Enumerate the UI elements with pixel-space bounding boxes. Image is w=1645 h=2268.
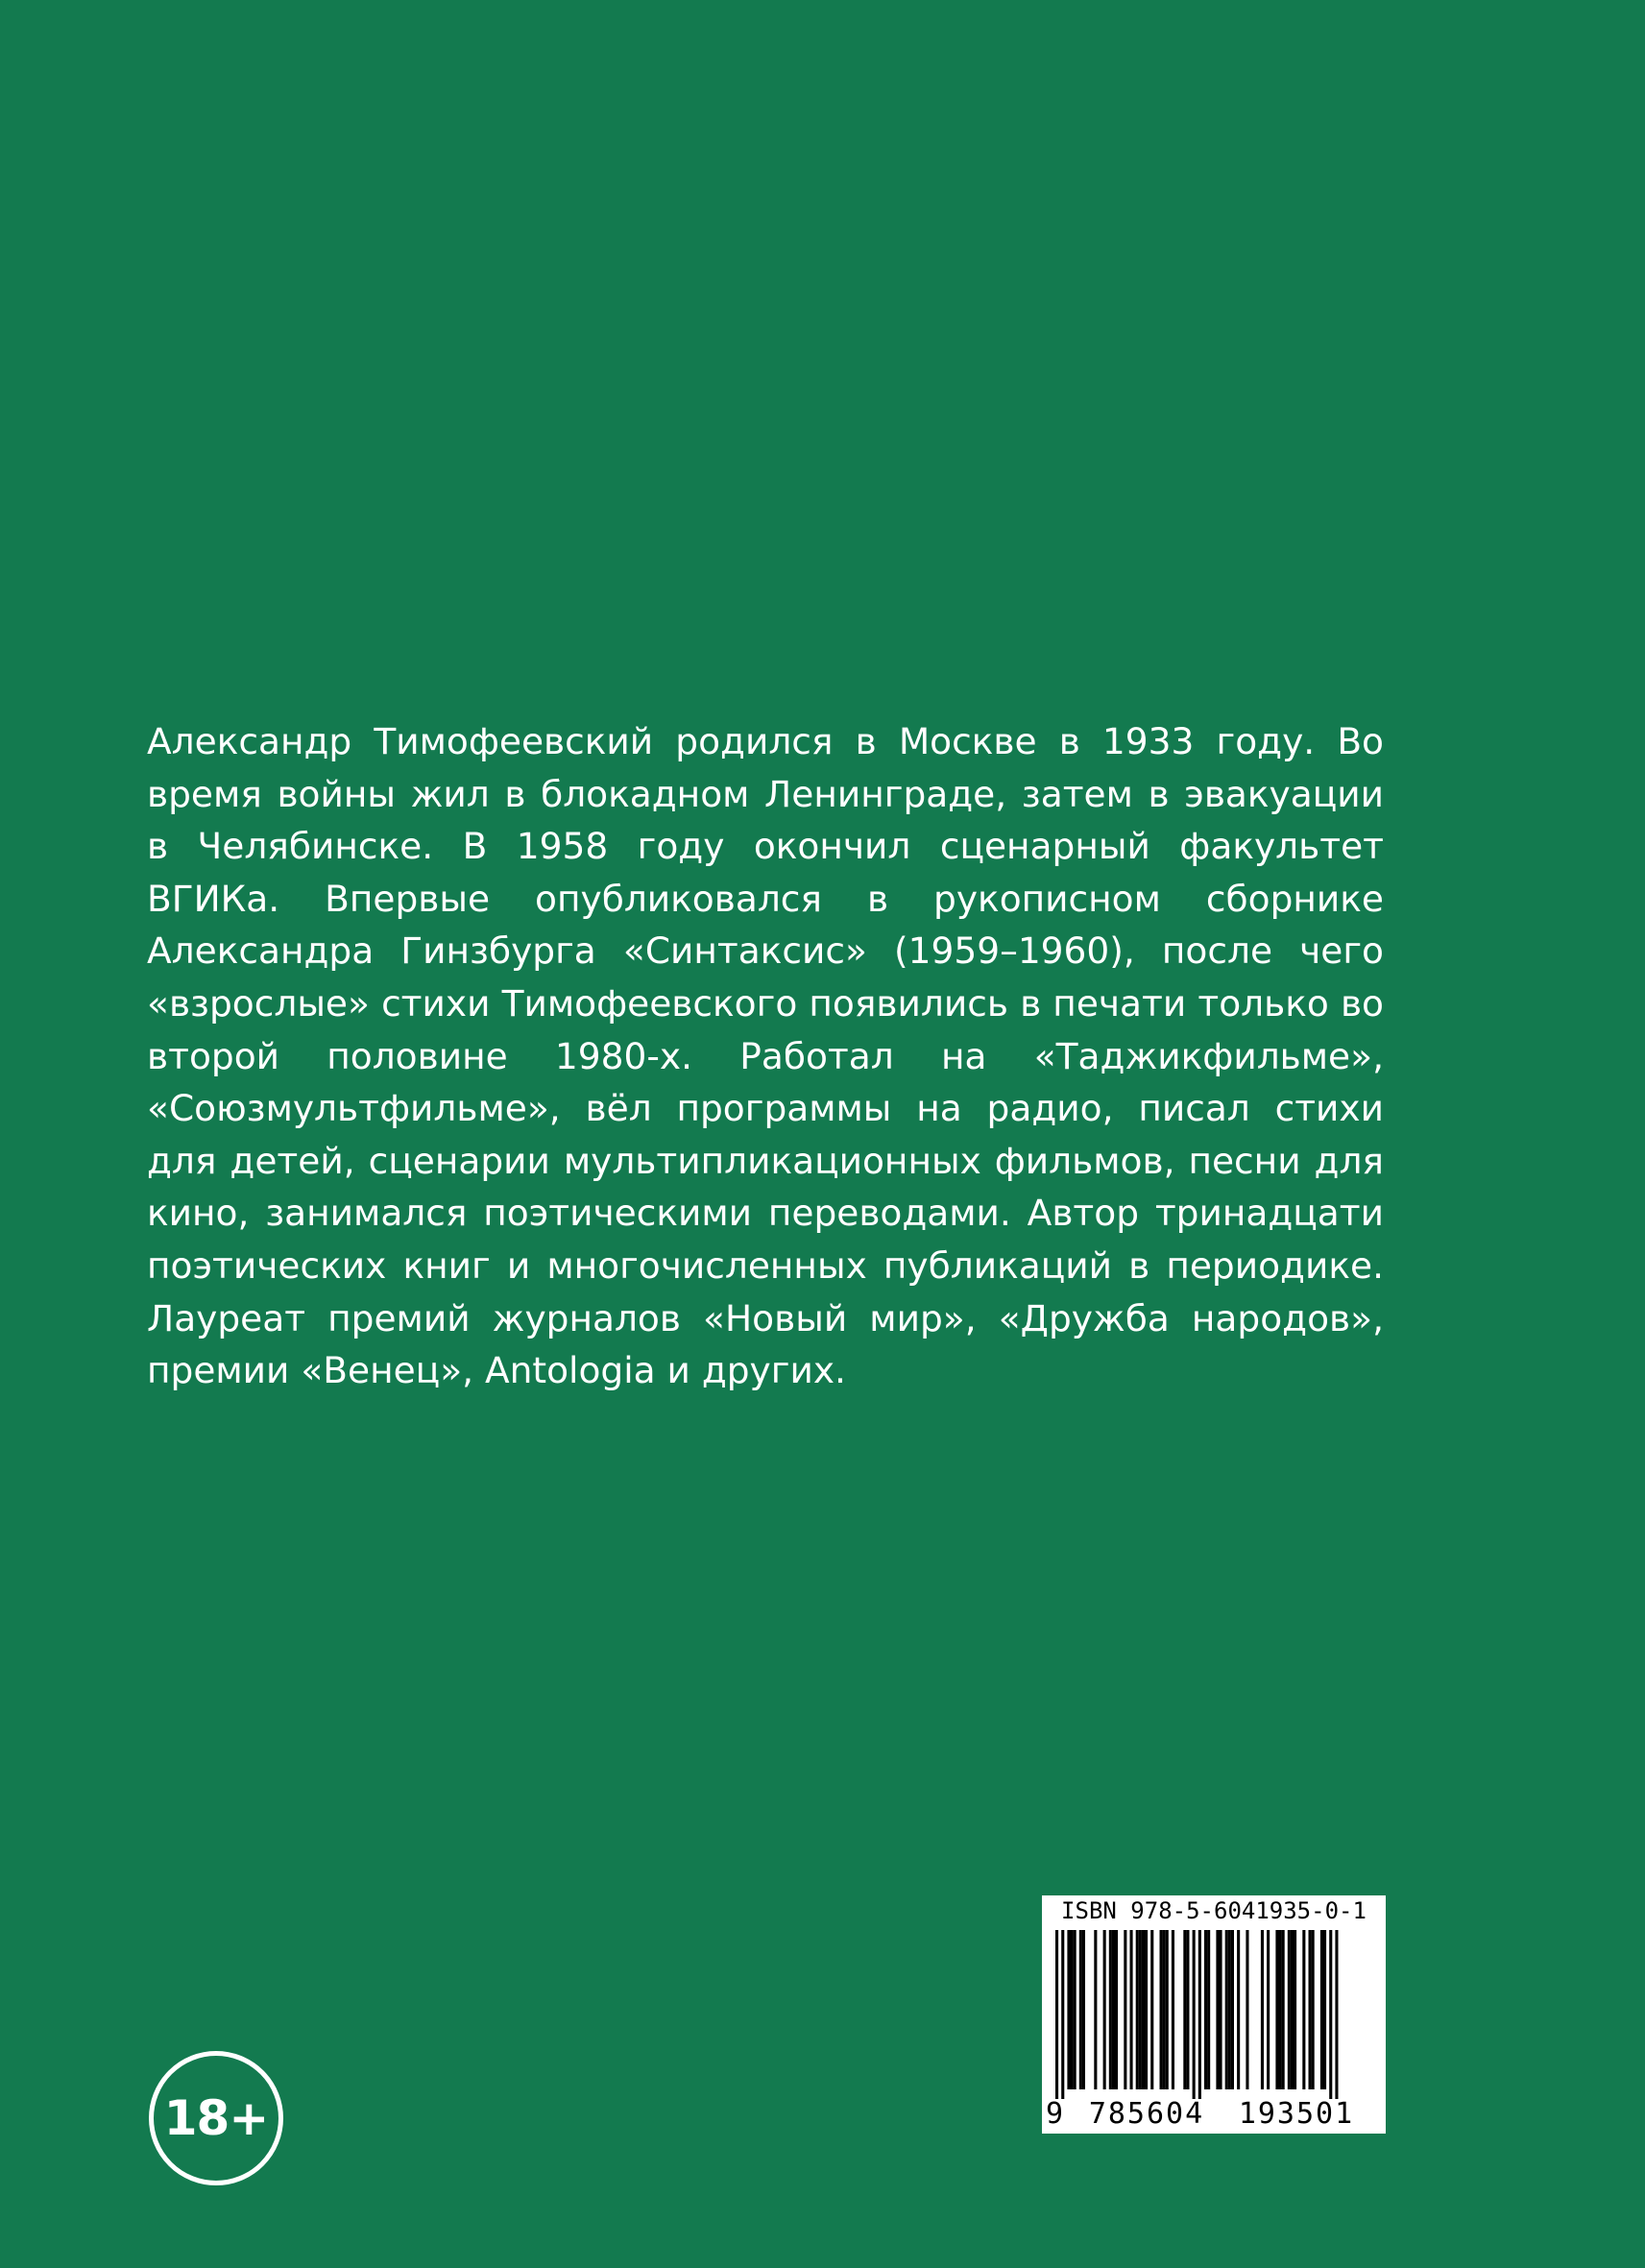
barcode-graphic (1042, 1930, 1386, 2099)
barcode-bar (1160, 1930, 1163, 2089)
barcode-guard-bar (1193, 1930, 1196, 2099)
ean-digits (1042, 2097, 1386, 2132)
ean-first-digit: 9 (1046, 2097, 1064, 2131)
isbn-barcode (1042, 1895, 1386, 2134)
barcode-bar (1228, 1930, 1231, 2089)
barcode-guard-bar (1329, 1930, 1332, 2099)
barcode-bar (1323, 1930, 1326, 2089)
barcode-bar (1067, 1930, 1070, 2089)
barcode-bar (1172, 1930, 1174, 2089)
barcode-bar (1246, 1930, 1248, 2089)
barcode-bar (1186, 1930, 1189, 2089)
barcode-bar (1237, 1930, 1240, 2089)
barcode-bar (1094, 1930, 1097, 2089)
barcode-bars (1042, 1930, 1386, 2099)
barcode-bar (1225, 1930, 1228, 2089)
barcode-bar (1294, 1930, 1296, 2089)
barcode-bar (1279, 1930, 1282, 2089)
barcode-bar (1204, 1930, 1207, 2089)
barcode-bar (1071, 1930, 1074, 2089)
barcode-bar (1124, 1930, 1126, 2089)
barcode-bar (1302, 1930, 1305, 2089)
barcode-bar (1145, 1930, 1148, 2089)
barcode-bar (1267, 1930, 1270, 2089)
barcode-bar (1109, 1930, 1112, 2089)
barcode-bar (1288, 1930, 1291, 2089)
barcode-bar (1282, 1930, 1285, 2089)
ean-right-group: 193501 (1238, 2097, 1355, 2131)
barcode-bar (1112, 1930, 1115, 2089)
barcode-bar (1082, 1930, 1085, 2089)
barcode-guard-bar (1055, 1930, 1058, 2099)
barcode-bar (1216, 1930, 1219, 2089)
barcode-guard-bar (1335, 1930, 1338, 2099)
age-rating-badge: 18+ (149, 2051, 283, 2185)
barcode-bar (1074, 1930, 1077, 2089)
isbn-label: ISBN 978-5-6041935-0-1 (1061, 1897, 1367, 1924)
barcode-bar (1103, 1930, 1106, 2089)
barcode-bar (1275, 1930, 1278, 2089)
barcode-bar (1150, 1930, 1153, 2089)
ean-left-group: 785604 (1088, 2097, 1205, 2131)
barcode-bar (1130, 1930, 1133, 2089)
barcode-bar (1291, 1930, 1294, 2089)
author-bio: Александр Тимофеевский родился в Москве в 1933 году. Во время войны жил в блокадном Ленинграде, затем в эвакуации в Челябинске. В 1958 году окончил сценарный факультет ВГИКа. Впервые опубликовался в рукописном сборнике Александра Гинзбурга «Синтаксис» (1959–1960), после чего «взрослые» стихи Тимофеевского появились в печати только во второй половине 1980-х. Работал на «Таджикфильме», «Союзмультфильме», вёл программы на радио, писал стихи для детей, сценарии мультипликационных фильмов, песни для кино, занимался поэтическими переводами. Автор тринадцати поэтических книг и многочисленных публикаций в периодике. Лауреат премий журналов «Новый мир», «Дружба народов», премии «Венец», Antologia и других. (147, 720, 1384, 1392)
barcode-bar (1320, 1930, 1323, 2089)
barcode-bar (1183, 1930, 1186, 2089)
barcode-bar (1261, 1930, 1264, 2089)
barcode-bar (1231, 1930, 1234, 2089)
barcode-bar (1312, 1930, 1315, 2089)
barcode-bar (1139, 1930, 1142, 2089)
barcode-bar (1136, 1930, 1139, 2089)
barcode-bar (1220, 1930, 1222, 2089)
barcode-bar (1207, 1930, 1210, 2089)
barcode-bar (1166, 1930, 1169, 2089)
barcode-bar (1309, 1930, 1312, 2089)
barcode-bar (1163, 1930, 1166, 2089)
barcode-bar (1115, 1930, 1118, 2089)
barcode-guard-bar (1198, 1930, 1201, 2099)
barcode-bar (1142, 1930, 1145, 2089)
barcode-guard-bar (1061, 1930, 1064, 2099)
barcode-bar (1079, 1930, 1082, 2089)
